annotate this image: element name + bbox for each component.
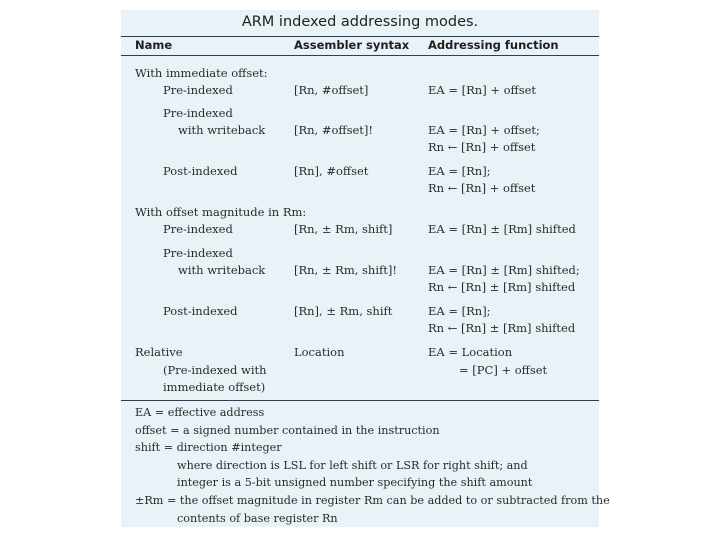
imm-pre-function: EA = [Rn] + offset bbox=[428, 83, 537, 97]
imm-pre-syntax: [Rn, #offset] bbox=[294, 83, 369, 97]
reg-post-function-2: Rn ← [Rn] ± [Rm] shifted bbox=[428, 321, 576, 335]
reg-pre-name: Pre-indexed bbox=[163, 222, 233, 236]
imm-post-function-2: Rn ← [Rn] + offset bbox=[428, 181, 536, 195]
imm-prewb-syntax: [Rn, #offset]! bbox=[294, 123, 374, 137]
note-direction: where direction is LSL for left shift or LSR for right shift; and bbox=[177, 458, 528, 472]
reg-prewb-function-1: EA = [Rn] ± [Rm] shifted; bbox=[428, 263, 580, 277]
section-register-offset: With offset magnitude in Rm: bbox=[135, 205, 307, 219]
relative-name: Relative bbox=[135, 345, 183, 359]
reg-post-name: Post-indexed bbox=[163, 304, 238, 318]
reg-prewb-name-cont: with writeback bbox=[178, 263, 266, 277]
reg-prewb-name: Pre-indexed bbox=[163, 246, 233, 260]
reg-prewb-syntax: [Rn, ± Rm, shift]! bbox=[294, 263, 398, 277]
notes-rule bbox=[121, 400, 599, 401]
notes-section bbox=[135, 404, 610, 527]
reg-pre-function: EA = [Rn] ± [Rm] shifted bbox=[428, 222, 576, 236]
note-offset: offset = a signed number contained in the instruction bbox=[135, 423, 440, 437]
imm-post-name: Post-indexed bbox=[163, 164, 238, 178]
header-name: Name bbox=[135, 38, 173, 52]
reg-post-syntax: [Rn], ± Rm, shift bbox=[294, 304, 393, 318]
imm-prewb-function-2: Rn ← [Rn] + offset bbox=[428, 140, 536, 154]
relative-name-cont-2: immediate offset) bbox=[163, 380, 266, 394]
relative-function-2: = [PC] + offset bbox=[459, 363, 548, 377]
note-integer: integer is a 5-bit unsigned number specifying the shift amount bbox=[177, 476, 533, 490]
note-rm: ±Rm = the offset magnitude in register Rm can be added to or subtracted from the bbox=[135, 493, 610, 507]
header-rule bbox=[121, 55, 599, 56]
reg-pre-syntax: [Rn, ± Rm, shift] bbox=[294, 222, 393, 236]
table-caption: ARM indexed addressing modes. bbox=[241, 14, 479, 30]
note-shift: shift = direction #integer bbox=[135, 441, 282, 455]
relative-function-1: EA = Location bbox=[428, 345, 513, 359]
header-syntax: Assembler syntax bbox=[294, 38, 410, 52]
note-ea: EA = effective address bbox=[135, 406, 265, 419]
imm-prewb-function-1: EA = [Rn] + offset; bbox=[428, 123, 540, 137]
note-base-register: contents of base register Rn bbox=[177, 511, 338, 525]
imm-post-function-1: EA = [Rn]; bbox=[428, 164, 491, 178]
relative-syntax: Location bbox=[294, 345, 345, 359]
section-immediate-offset: With immediate offset: bbox=[135, 66, 268, 80]
imm-post-syntax: [Rn], #offset bbox=[294, 164, 369, 178]
reg-prewb-function-2: Rn ← [Rn] ± [Rm] shifted bbox=[428, 280, 576, 294]
relative-name-cont-1: (Pre-indexed with bbox=[163, 363, 267, 377]
imm-pre-name: Pre-indexed bbox=[163, 83, 233, 97]
table-panel bbox=[121, 10, 610, 527]
imm-prewb-name-cont: with writeback bbox=[178, 123, 266, 137]
header-function: Addressing function bbox=[428, 38, 559, 52]
reg-post-function-1: EA = [Rn]; bbox=[428, 304, 491, 318]
imm-prewb-name: Pre-indexed bbox=[163, 106, 233, 120]
